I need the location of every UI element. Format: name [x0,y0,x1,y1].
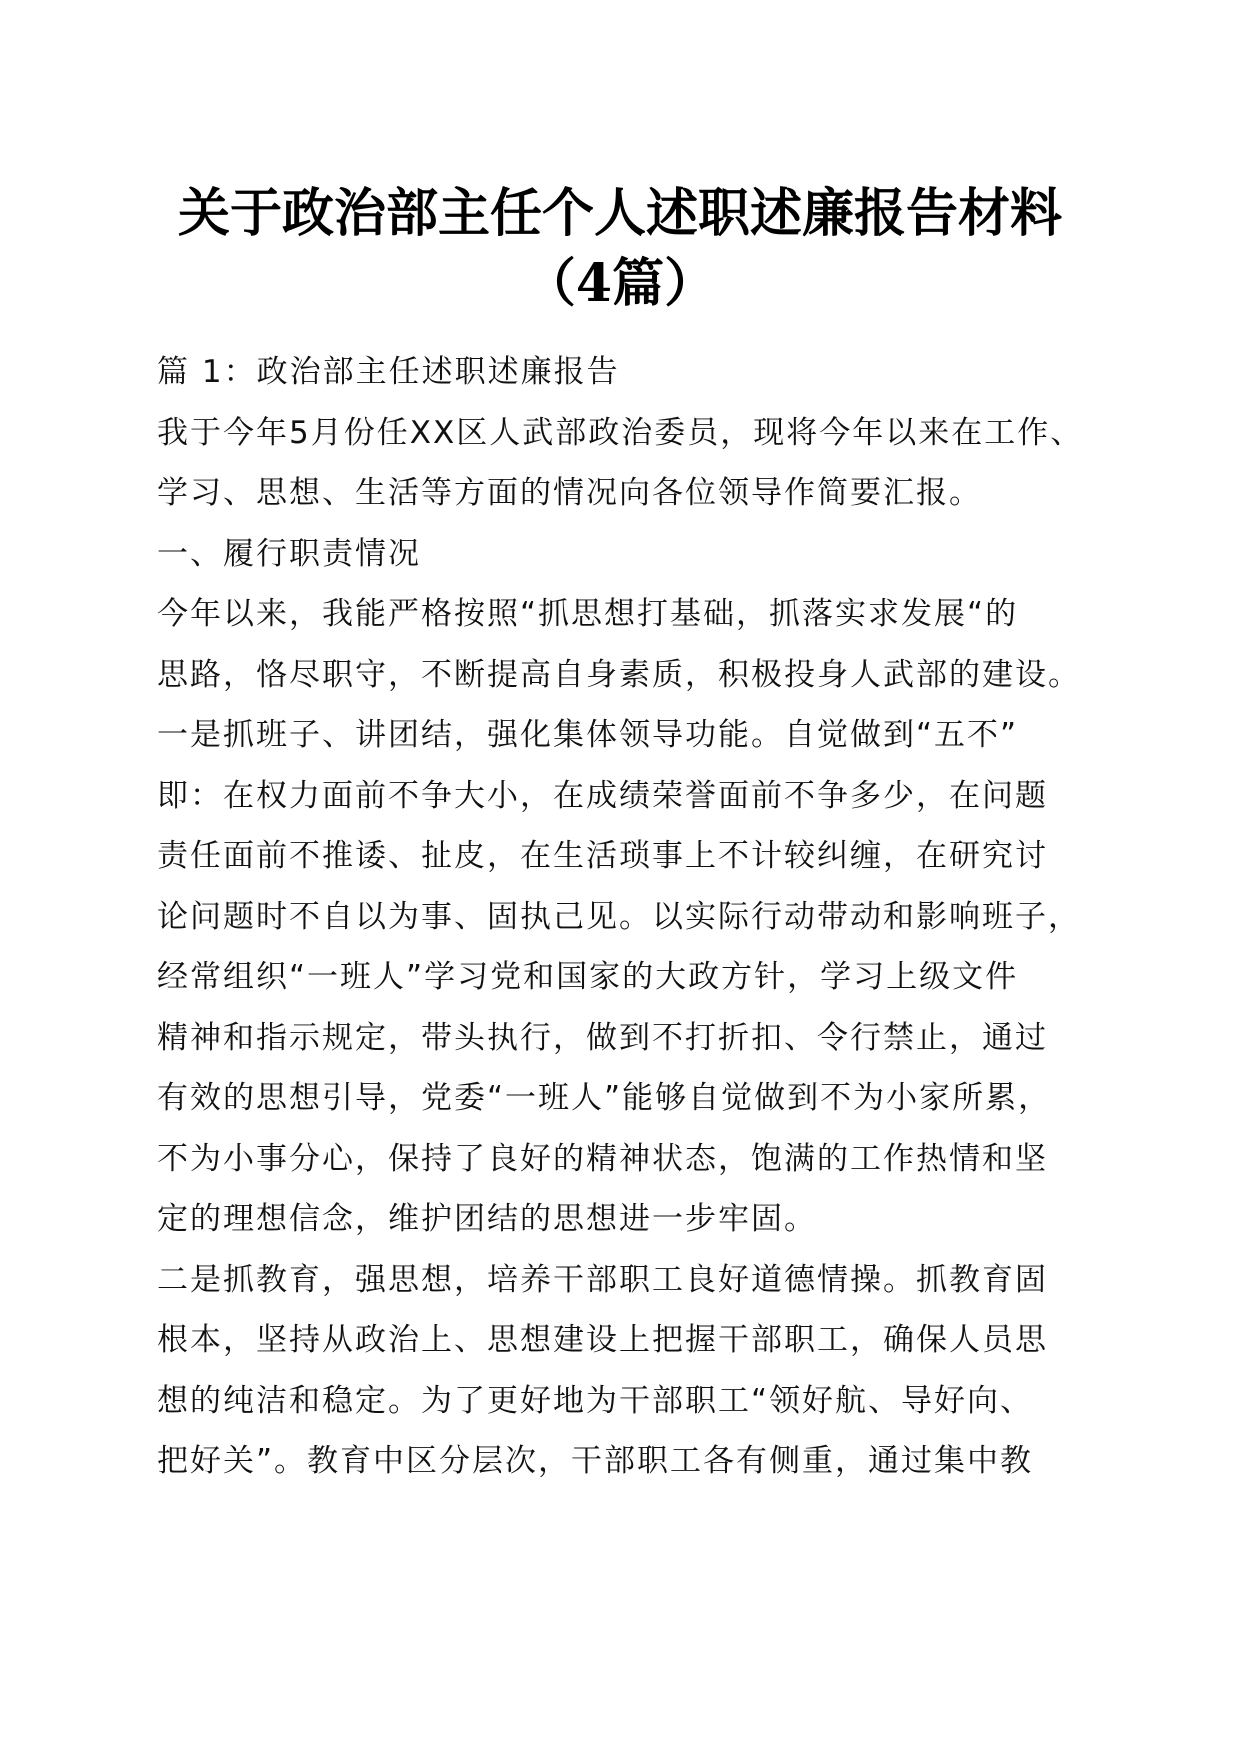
body-line: 根本，坚持从政治上、思想建设上把握干部职工，确保人员思 [157,1322,1048,1358]
body-line: 精神和指示规定，带头执行，做到不打折扣、令行禁止，通过 [157,1019,1048,1056]
subsection-heading: 一、履行职责情况 [157,535,421,572]
body-line: 一是抓班子、讲团结，强化集体领导功能。自觉做到“五不” [157,717,1019,753]
body-line: 不为小事分心，保持了良好的精神状态，饱满的工作热情和坚 [157,1140,1048,1177]
body-line: 定的理想信念，维护团结的思想进一步牢固。 [157,1201,817,1237]
document-title-line-1: 关于政治部主任个人述职述廉报告材料 [177,183,1062,244]
body-line: 经常组织“一班人”学习党和国家的大政方针，学习上级文件 [157,959,1019,995]
section-heading: 篇 1：政治部主任述职述廉报告 [157,354,620,390]
body-line: 责任面前不推诿、扯皮，在生活琐事上不计较纠缠，在研究讨 [157,838,1048,874]
body-line: 想的纯洁和稳定。为了更好地为干部职工“领好航、导好向、 [157,1382,1034,1419]
body-line: 论问题时不自以为事、固执己见。以实际行动带动和影响班子， [157,898,1081,935]
body-line: 思路，恪尽职守，不断提高自身素质，积极投身人武部的建设。 [157,656,1081,693]
body-line: 我于今年5月份任XX区人武部政治委员，现将今年以来在工作、 [157,414,1084,451]
body-line: 有效的思想引导，党委“一班人”能够自觉做到不为小家所累， [157,1080,1052,1116]
body-line: 把好关”。教育中区分层次，干部职工各有侧重，通过集中教 [157,1443,1034,1479]
document-body [157,342,1117,1492]
document-title-line-2: （4篇） [523,253,717,314]
body-line: 学习、思想、生活等方面的情况向各位领导作简要汇报。 [157,475,982,511]
body-line: 二是抓教育，强思想，培养干部职工良好道德情操。抓教育固 [157,1261,1048,1298]
body-line: 今年以来，我能严格按照“抓思想打基础，抓落实求发展“的 [157,596,1019,632]
body-line: 即：在权力面前不争大小，在成绩荣誉面前不争多少，在问题 [157,777,1048,814]
